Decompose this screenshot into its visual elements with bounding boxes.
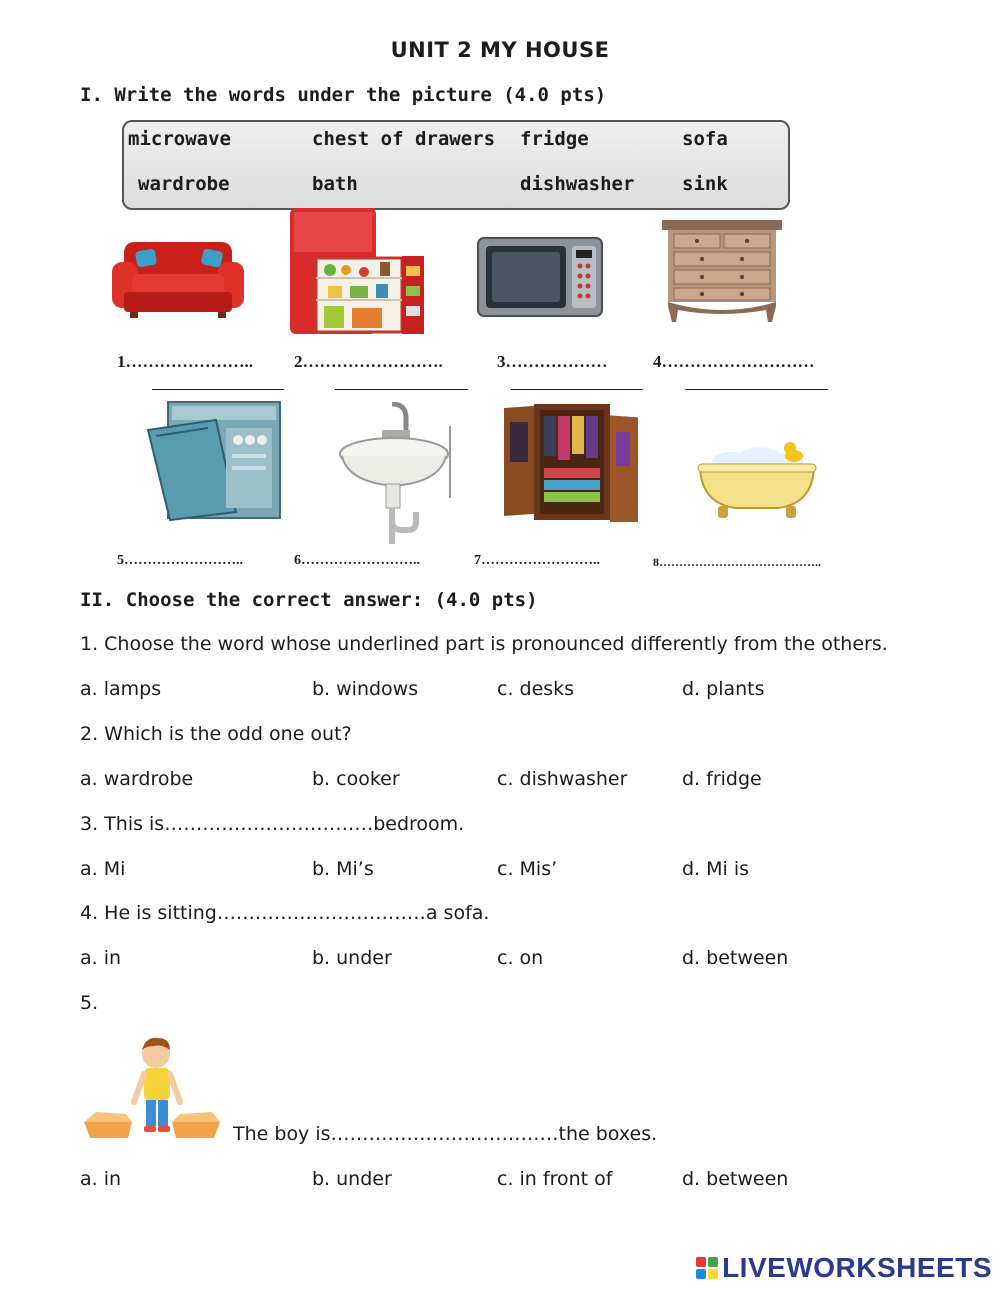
word-bank-item: bath — [312, 173, 358, 195]
answer-blank-8[interactable]: 8………………………………….. — [653, 555, 821, 569]
option-4d[interactable]: d. between — [682, 947, 789, 969]
option-4a[interactable]: a. in — [80, 947, 122, 969]
option-5b[interactable]: b. under — [312, 1168, 392, 1190]
section-2-heading: II. Choose the correct answer: (4.0 pts) — [80, 589, 538, 611]
question-3: 3. This is……………………………bedroom. — [80, 813, 465, 835]
option-2c[interactable]: c. dishwasher — [497, 768, 628, 790]
word-bank-item: dishwasher — [520, 173, 635, 195]
logo-grid-icon — [696, 1257, 718, 1279]
option-2b[interactable]: b. cooker — [312, 768, 400, 790]
answer-blank-1[interactable]: 1………………….. — [117, 352, 253, 371]
answer-underline — [511, 389, 643, 390]
answer-underline — [152, 389, 284, 390]
option-1d[interactable]: d. plants — [682, 678, 765, 700]
question-4: 4. He is sitting……………………………a sofa. — [80, 902, 490, 924]
question-5-sentence: The boy is………………………………the boxes. — [233, 1123, 658, 1145]
word-bank-item: sofa — [682, 128, 728, 150]
fridge-picture — [288, 206, 428, 336]
option-2a[interactable]: a. wardrobe — [80, 768, 194, 790]
option-3d[interactable]: d. Mi is — [682, 858, 750, 880]
word-bank-item: microwave — [128, 128, 231, 150]
bath-picture — [696, 438, 818, 522]
option-5a[interactable]: a. in — [80, 1168, 122, 1190]
word-bank-item: wardrobe — [138, 173, 230, 195]
question-1: 1. Choose the word whose underlined part is pronounced differently from the others. — [80, 633, 888, 655]
microwave-picture — [476, 236, 604, 318]
sink-picture — [336, 402, 454, 546]
wardrobe-picture — [504, 402, 640, 522]
option-5d[interactable]: d. between — [682, 1168, 789, 1190]
question-5: 5. — [80, 992, 99, 1014]
sofa-picture — [110, 236, 246, 320]
option-1a[interactable]: a. lamps — [80, 678, 162, 700]
answer-blank-6[interactable]: 6…………………….. — [294, 553, 420, 568]
liveworksheets-logo[interactable] — [696, 1252, 992, 1284]
answer-blank-4[interactable]: 4……………………… — [653, 352, 815, 371]
question-2: 2. Which is the odd one out? — [80, 723, 352, 745]
boy-between-boxes-picture — [82, 1034, 222, 1142]
answer-underline — [335, 389, 468, 390]
chest-of-drawers-picture — [662, 218, 782, 324]
logo-text: LIVEWORKSHEETS — [722, 1252, 992, 1283]
dishwasher-picture — [146, 400, 282, 522]
answer-underline — [685, 389, 828, 390]
option-5c[interactable]: c. in front of — [497, 1168, 613, 1190]
option-1b[interactable]: b. windows — [312, 678, 419, 700]
option-3c[interactable]: c. Mis’ — [497, 858, 558, 880]
answer-blank-5[interactable]: 5…………………….. — [117, 553, 243, 568]
option-3a[interactable]: a. Mi — [80, 858, 126, 880]
answer-blank-7[interactable]: 7…………………….. — [474, 553, 600, 568]
option-1c[interactable]: c. desks — [497, 678, 575, 700]
word-bank-item: sink — [682, 173, 728, 195]
answer-blank-3[interactable]: 3……………… — [497, 352, 608, 371]
option-2d[interactable]: d. fridge — [682, 768, 762, 790]
section-1-heading: I. Write the words under the picture (4.0 pts) — [80, 84, 607, 106]
option-4c[interactable]: c. on — [497, 947, 544, 969]
page-title: UNIT 2 MY HOUSE — [390, 38, 610, 62]
word-bank-item: fridge — [520, 128, 589, 150]
answer-blank-2[interactable]: 2……………………. — [294, 352, 443, 371]
option-3b[interactable]: b. Mi’s — [312, 858, 374, 880]
option-4b[interactable]: b. under — [312, 947, 392, 969]
word-bank-item: chest of drawers — [312, 128, 496, 150]
